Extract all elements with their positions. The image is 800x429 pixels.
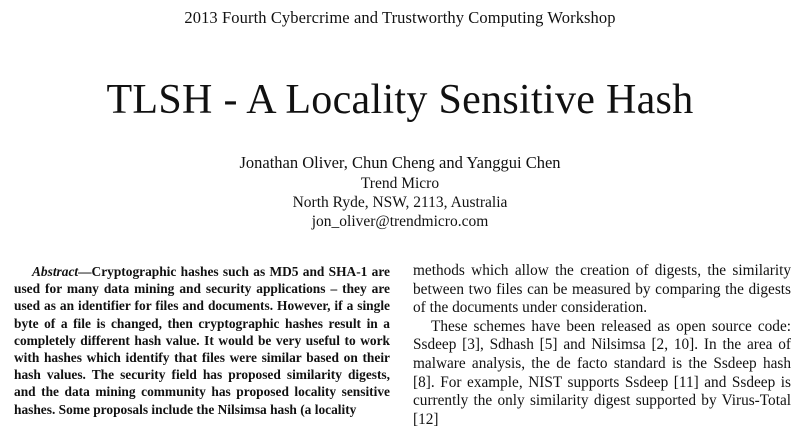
abstract-text: Cryptographic hashes such as MD5 and SHA-1 are used for many data mining and security applications – they are used as an identifier for files and documents. However, if a single byte of a file is changed, then cryptographic hashes result in a completely different hash value. It would be very useful to work with hashes which identify that files were similar based on their hash values. The security field has proposed similarity digests, and the data mining community has proposed locality sensitive hashes. Some proposals include the Nilsimsa hash (a locality bbox=[14, 264, 390, 417]
abstract-label: Abstract bbox=[32, 264, 79, 279]
conference-header: 2013 Fourth Cybercrime and Trustworthy Computing Workshop bbox=[184, 8, 616, 27]
author-email[interactable]: jon_oliver@trendmicro.com bbox=[311, 213, 489, 230]
body-paragraph-2-wrapper bbox=[413, 318, 791, 429]
abstract-dash: — bbox=[78, 264, 92, 279]
affiliation-address: North Ryde, NSW, 2113, Australia bbox=[292, 194, 508, 211]
body-paragraph-2: These schemes have been released as open source code: Ssdeep [3], Sdhash [5] and Nilsimsa [2, 10]. In the area of malware analysis, the de facto standard is the Ssdeep hash [8]. For example, NIST supports Ssdeep [11] and Ssdeep is currently the only similarity digest supported by Virus-Total [12] bbox=[413, 317, 791, 428]
body-paragraph-1: methods which allow the creation of digests, the similarity between two files can be measured by comparing the digests of the documents under consideration. bbox=[413, 262, 791, 317]
abstract-column bbox=[14, 263, 390, 418]
affiliation-organization: Trend Micro bbox=[360, 175, 440, 192]
paper-title: TLSH - A Locality Sensitive Hash bbox=[106, 77, 694, 123]
author-block bbox=[0, 152, 800, 231]
author-names: Jonathan Oliver, Chun Cheng and Yanggui Chen bbox=[239, 153, 561, 172]
